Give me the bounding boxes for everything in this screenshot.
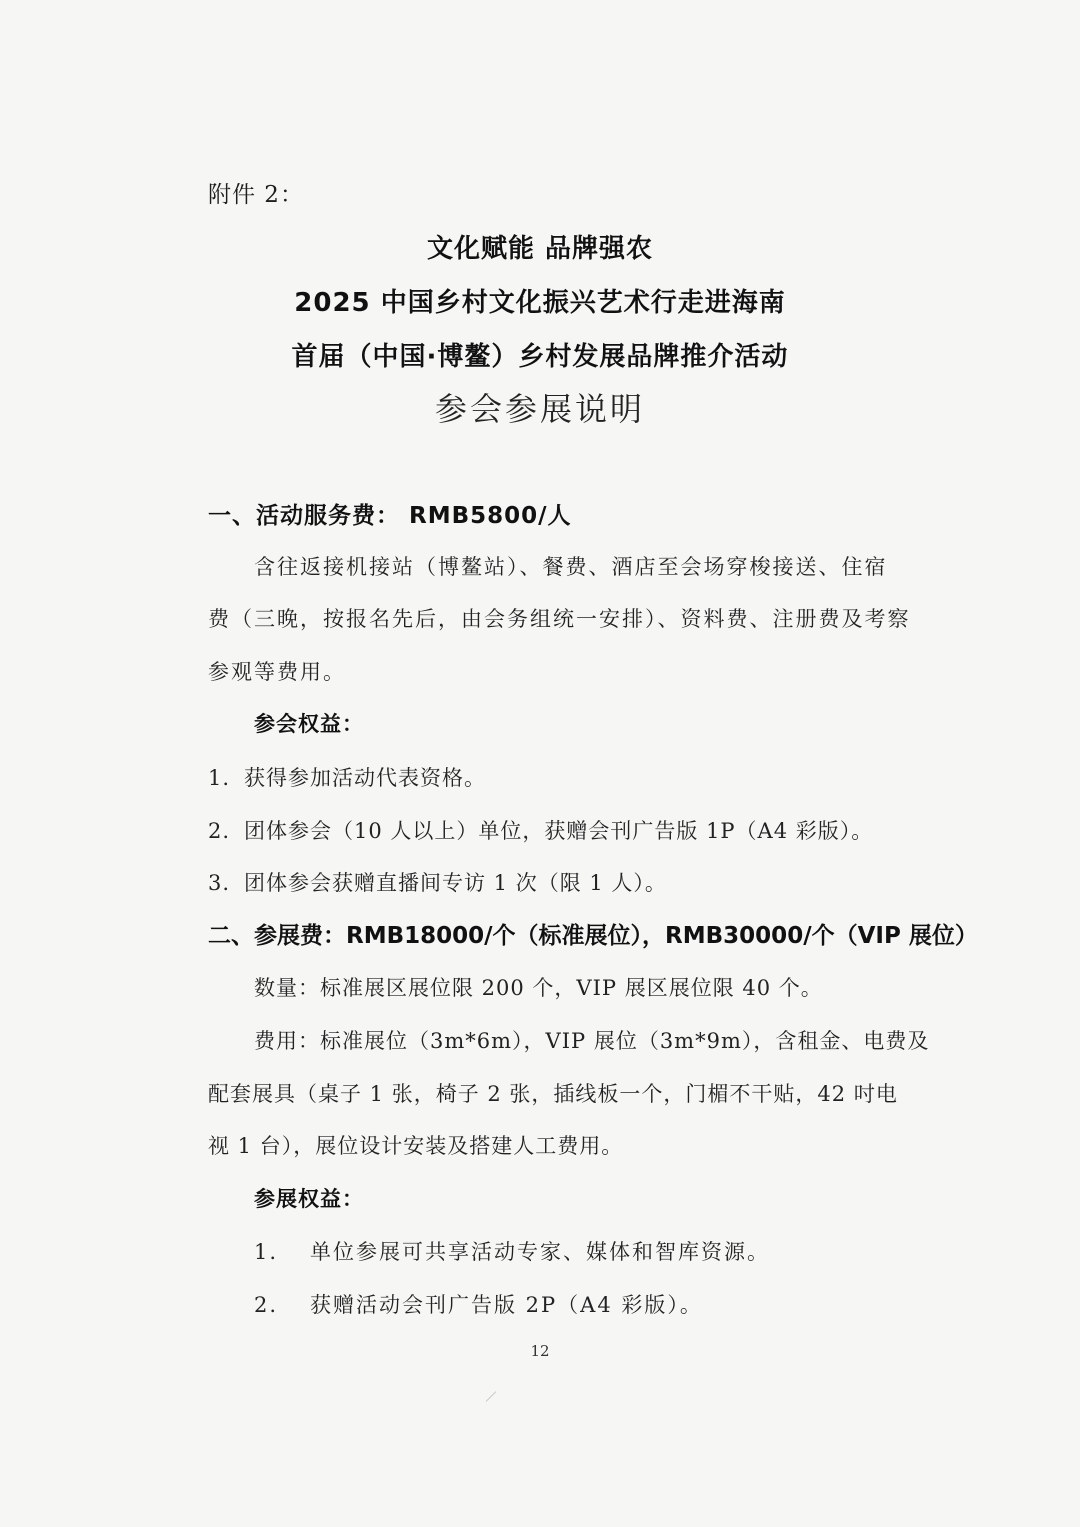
exhibitor-benefit-item [254, 1236, 770, 1266]
attendee-benefit-item [208, 762, 486, 792]
section-2-heading: 二、参展费：RMB18000/个（标准展位），RMB30000/个（VIP 展位） [208, 923, 978, 949]
title-line-2: 2025 中国乡村文化振兴艺术行走进海南 [294, 288, 786, 318]
title-line-1: 文化赋能 品牌强农 [426, 234, 654, 264]
section-1-para-line-3: 参观等费用。 [208, 660, 346, 684]
list-number: 1. [254, 1240, 279, 1264]
exhibitor-benefits-title: 参展权益： [254, 1187, 364, 1211]
list-number: 2. [254, 1293, 279, 1317]
title-line-3: 首届（中国·博鳌）乡村发展品牌推介活动 [291, 342, 789, 372]
attendee-benefits-title: 参会权益： [254, 712, 364, 736]
list-number: 2. [208, 819, 231, 843]
booth-fee-line-1: 费用：标准展位（3m*6m），VIP 展位（3m*9m），含租金、电费及 [254, 1029, 930, 1053]
attendee-benefit-item [208, 867, 667, 897]
document-subtitle: 参会参展说明 [434, 390, 645, 428]
list-text: 单位参展可共享活动专家、媒体和智库资源。 [310, 1240, 770, 1264]
section-1-para-line-1: 含往返接机接站（博鳌站）、餐费、酒店至会场穿梭接送、住宿 [254, 555, 888, 579]
booth-quantity: 数量：标准展区展位限 200 个，VIP 展区展位限 40 个。 [254, 976, 823, 1000]
section-1-heading: 一、活动服务费： RMB5800/人 [208, 503, 572, 529]
booth-fee-line-3: 视 1 台），展位设计安装及搭建人工费用。 [208, 1134, 624, 1158]
list-number: 1. [208, 766, 231, 790]
booth-fee-line-2: 配套展具（桌子 1 张，椅子 2 张，插线板一个，门楣不干贴，42 吋电 [208, 1082, 898, 1106]
list-text: 团体参会获赠直播间专访 1 次（限 1 人）。 [244, 871, 667, 895]
list-text: 获得参加活动代表资格。 [244, 766, 486, 790]
scan-mark [486, 1391, 497, 1402]
list-number: 3. [208, 871, 231, 895]
page-number: 12 [530, 1342, 550, 1360]
attachment-label: 附件 2： [208, 182, 304, 208]
list-text: 团体参会（10 人以上）单位，获赠会刊广告版 1P（A4 彩版）。 [244, 819, 874, 843]
attendee-benefit-item [208, 815, 873, 845]
section-1-para-line-2: 费（三晚，按报名先后，由会务组统一安排）、资料费、注册费及考察 [208, 607, 911, 631]
exhibitor-benefit-item [254, 1289, 703, 1319]
list-text: 获赠活动会刊广告版 2P（A4 彩版）。 [310, 1293, 703, 1317]
